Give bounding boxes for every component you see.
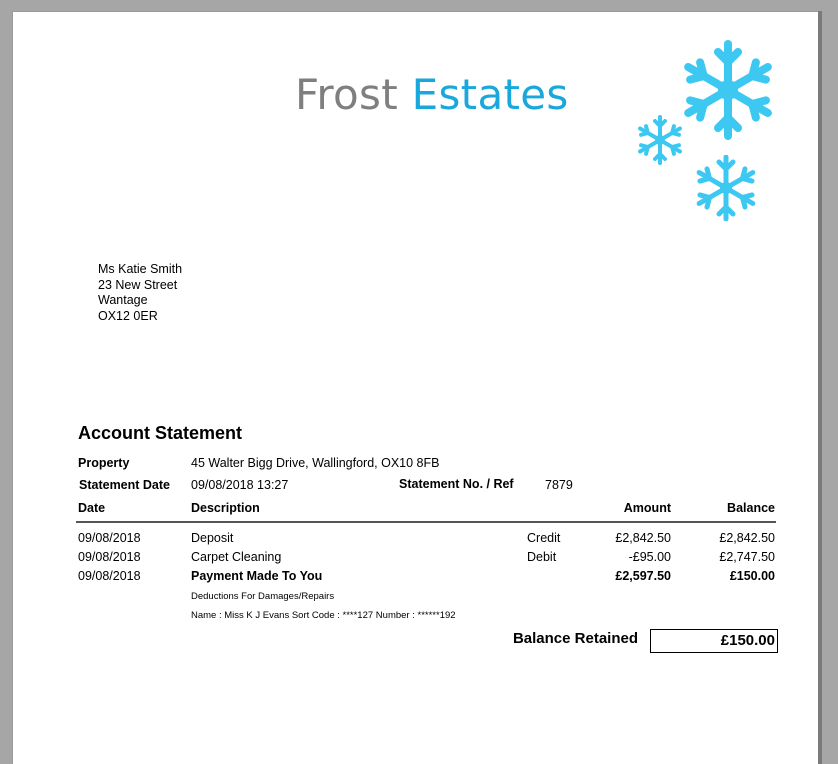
address-line1: 23 New Street [98,277,178,292]
row-balance: £2,747.50 [719,550,775,564]
header-divider [76,521,776,523]
statement-date-label: Statement Date [79,478,170,492]
balance-retained-box [650,629,778,653]
row-amount: £2,842.50 [615,531,671,545]
row-type: Credit [527,531,561,545]
statement-title: Account Statement [78,423,243,443]
page-shadow [818,11,822,764]
row-balance: £2,842.50 [719,531,775,545]
row-date: 09/08/2018 [78,569,141,583]
snowflake-icon [689,155,763,221]
row-date: 09/08/2018 [78,531,141,545]
company-logo-text [295,70,569,119]
brand-word-frost: Frost [295,70,398,119]
header-date: Date [78,501,106,515]
deductions-note: Deductions For Damages/Repairs [191,591,335,602]
property-label: Property [78,456,130,470]
snowflake-icon [635,115,685,165]
header-balance: Balance [727,501,775,515]
header-description: Description [191,501,260,515]
balance-retained-label: Balance Retained [512,630,638,647]
property-value: 45 Walter Bigg Drive, Wallingford, OX10 8FB [191,456,440,470]
address-postcode: OX12 0ER [98,309,158,324]
statement-date-value: 09/08/2018 13:27 [191,478,289,492]
row-description: Carpet Cleaning [191,550,282,564]
row-amount: £2,597.50 [615,569,671,583]
statement-ref-value: 7879 [545,478,573,492]
row-description: Deposit [191,531,234,545]
row-description: Payment Made To You [191,569,323,583]
row-balance: £150.00 [729,569,775,583]
snowflake-icon [672,40,784,140]
row-date: 09/08/2018 [78,550,141,564]
address-town: Wantage [98,293,148,308]
recipient-name: Ms Katie Smith [98,262,183,276]
row-type: Debit [527,550,557,564]
header-amount: Amount [623,501,671,515]
row-amount: -£95.00 [628,550,671,564]
balance-retained-value: £150.00 [720,632,775,649]
payee-details: Name : Miss K J Evans Sort Code : ****127 Number : ******192 [191,610,456,621]
statement-ref-label: Statement No. / Ref [399,477,514,491]
recipient-address [98,262,182,325]
brand-word-estates: Estates [411,70,569,119]
